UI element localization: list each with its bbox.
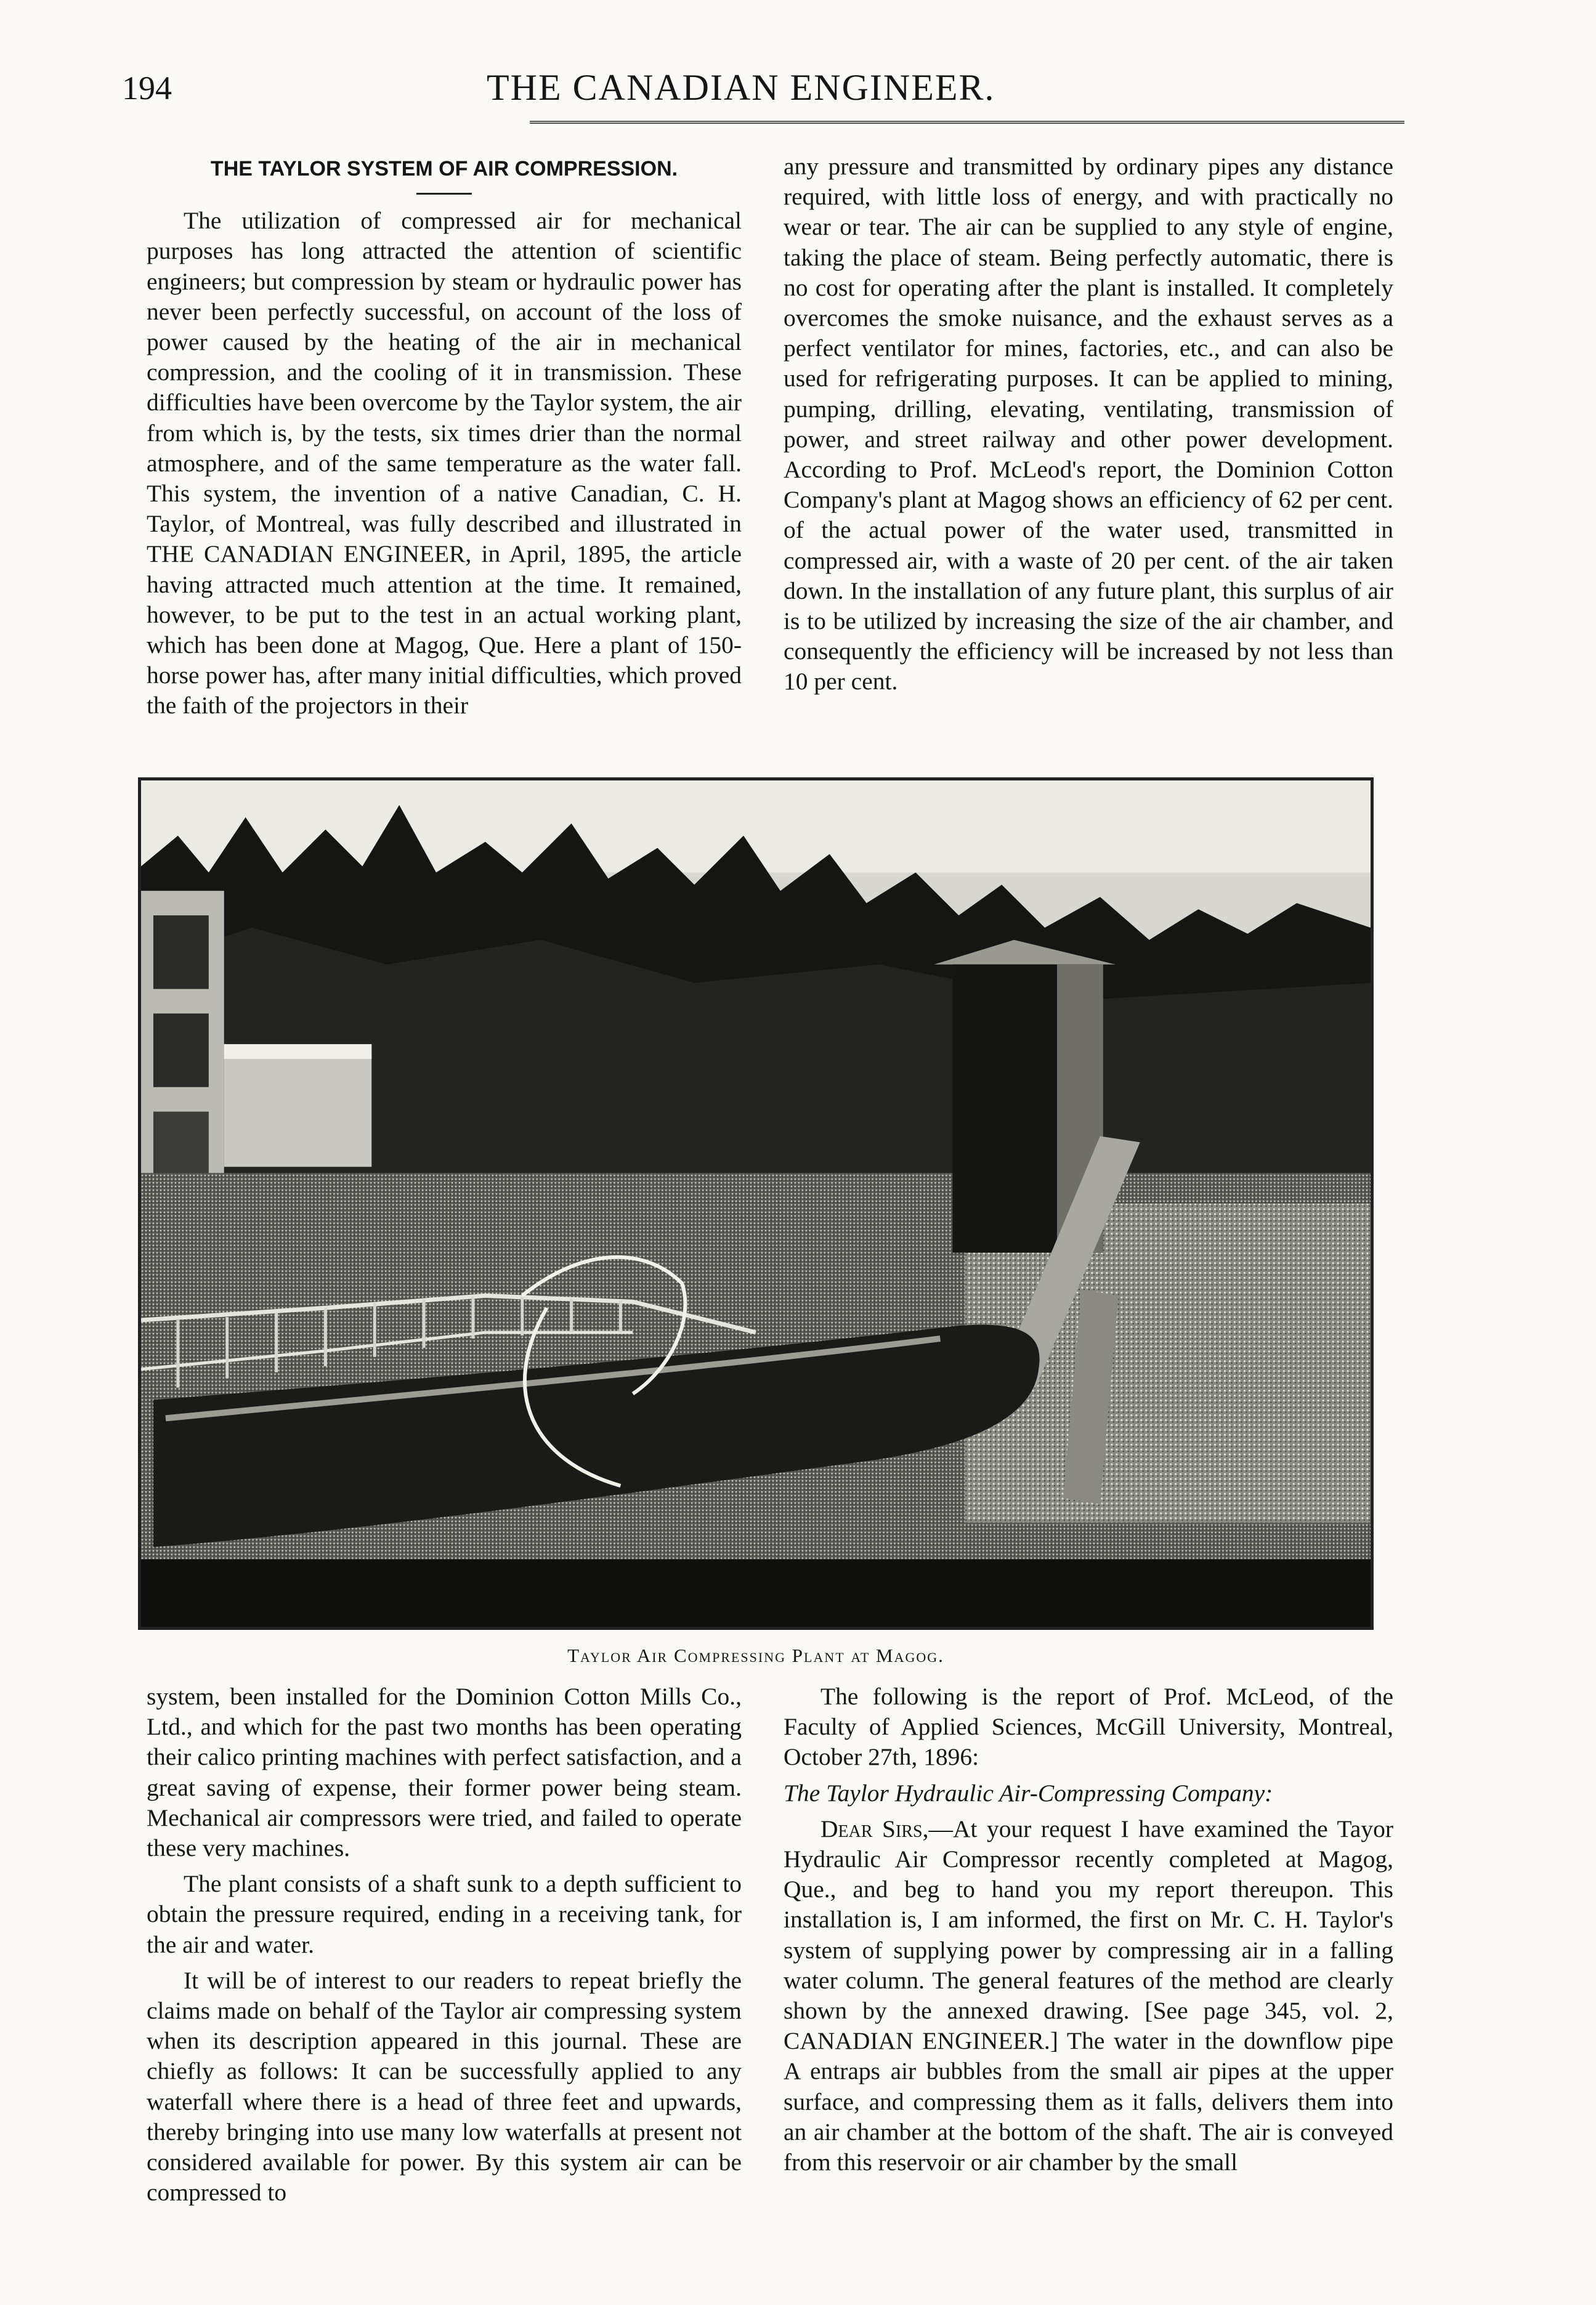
paragraph: any pressure and transmitted by ordinary pipes any distance required, with little loss of energy, and with practically no wear or tear. The air can be supplied to any style of engine, taking the place of steam. Being perfectly automatic, there is no cost for operating after the plant is installed. It completely overcomes the smoke nuisance, and the exhaust serves as a perfect ventilator for mines, factories, etc., and can also be used for refrigerating purposes. It can be applied to mining, pumping, drilling, elevating, ventilating, transmission of power, and street railway and other power development. According to Prof. McLeod's report, the Dominion Cotton Company's plant at Magog shows an efficiency of 62 per cent. of the actual power of the water used, transmitted in compressed air, with a waste of 20 per cent. of the air taken down. In the installation of any future plant, this surplus of air is to be utilized by increasing the size of the air chamber, and consequently the efficiency will be increased by not less than 10 per cent. bbox=[784, 153, 1393, 695]
article-column-right-bottom bbox=[784, 1682, 1393, 2177]
paragraph: The plant consists of a shaft sunk to a depth sufficient to obtain the pressure required, ending in a receiving tank, for the air and water. bbox=[147, 1870, 742, 1958]
salutation: Dear Sirs, bbox=[820, 1815, 929, 1842]
paragraph: The following is the report of Prof. McLeod, of the Faculty of Applied Sciences, McGill University, Montreal, October 27th, 1896: bbox=[784, 1683, 1393, 1771]
paragraph: The utilization of compressed air for mechanical purposes has long attracted the attention of scientific engineers; but compression by steam or hydraulic power has never been perfectly successful, on account of the loss of power caused by the heating of the air in mechanical compression, and the cooling of it in transmission. These difficulties have been overcome by the Taylor system, the air from which is, by the tests, six times drier than the normal atmosphere, and of the same temperature as the water fall. This system, the invention of a native Canadian, C. H. Taylor, of Montreal, was fully described and illustrated in THE CANADIAN ENGINEER, in April, 1895, the article having attracted much attention at the time. It remained, however, to be put to the test in an actual working plant, which has been done at Magog, Que. Here a plant of 150-horse power has, after many initial difficulties, which proved the faith of the projectors in their bbox=[147, 207, 742, 719]
journal-title: THE CANADIAN ENGINEER. bbox=[487, 67, 995, 108]
letter-text: —At your request I have examined the Tayor Hydraulic Air Compressor recently completed at Magog, Que., and beg to hand you my report thereupon. This installation is, I am informed, the first on Mr. C. H. Taylor's system of supplying power by compressing air in a falling water column. The general features of the method are clearly shown by the annexed drawing. [See page 345, vol. 2, CANADIAN ENGINEER.] The water in the downflow pipe A entraps air bubbles from the small air pipes at the upper surface, and compressing them as it falls, delivers them into an air chamber at the bottom of the shaft. The air is conveyed from this reservoir or air chamber by the small bbox=[784, 1815, 1393, 2176]
paragraph: system, been installed for the Dominion Cotton Mills Co., Ltd., and which for the past two months has been operating their calico printing machines with perfect satisfaction, and a great saving of expense, their former power being steam. Mechanical air compressors were tried, and failed to operate these very machines. bbox=[147, 1683, 742, 1862]
article-title: THE TAYLOR SYSTEM OF AIR COMPRESSION. bbox=[210, 157, 678, 180]
figure-caption: Taylor Air Compressing Plant at Magog. bbox=[567, 1645, 944, 1666]
article-column-left-bottom bbox=[147, 1682, 742, 2208]
addressee: The Taylor Hydraulic Air-Compressing Company: bbox=[784, 1779, 1273, 1807]
plant-photo-illustration bbox=[141, 780, 1371, 1627]
plant-photograph bbox=[138, 777, 1374, 1630]
letter-body bbox=[784, 1814, 1393, 2177]
article-column-left-top bbox=[147, 154, 742, 721]
article-column-right-top bbox=[784, 152, 1393, 697]
header-rule bbox=[530, 121, 1404, 124]
paragraph: It will be of interest to our readers to repeat briefly the claims made on behalf of the Taylor air compressing system when its description appeared in this journal. These are chiefly as follows: It can be successfully applied to any waterfall where there is a head of three feet and upwards, thereby bringing into use many low waterfalls at present not considered available for power. By this system air can be compressed to bbox=[147, 1966, 742, 2206]
title-rule bbox=[416, 193, 472, 195]
page-number: 194 bbox=[122, 70, 172, 107]
